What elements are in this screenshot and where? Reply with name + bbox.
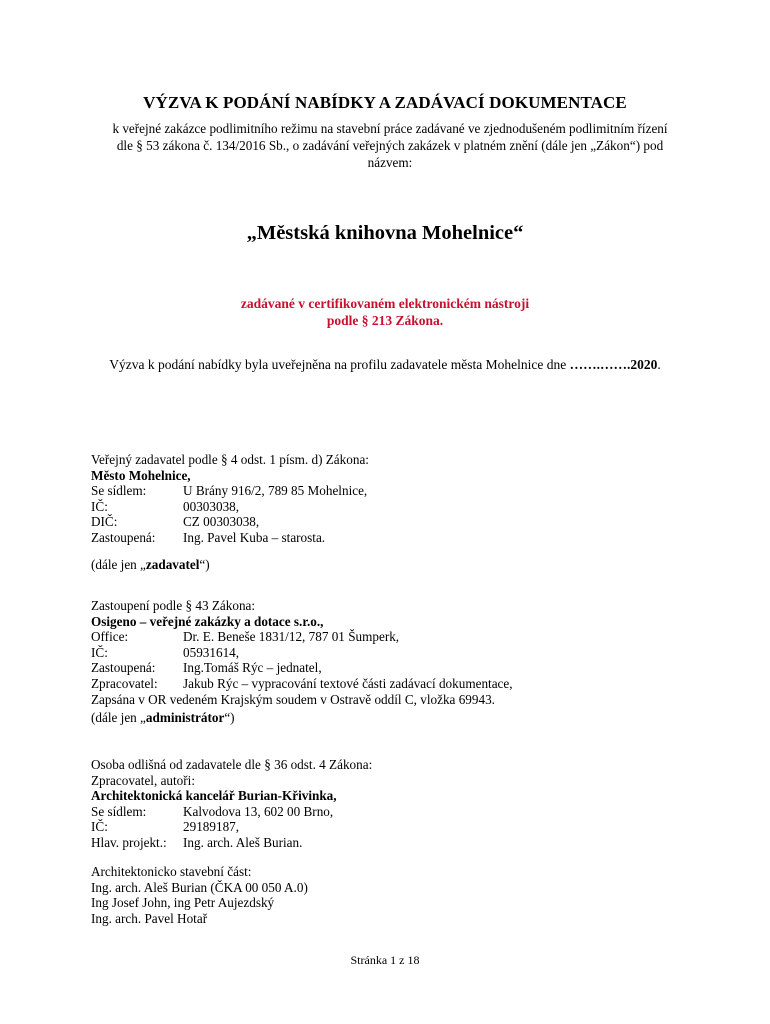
alias-prefix: (dále jen „ <box>91 556 146 572</box>
electronic-tool-note-line-1: zadávané v certifikovaném elektronickém nástroji <box>240 296 530 311</box>
row-label: Se sídlem: <box>91 803 147 819</box>
page-number: Stránka 1 z 18 <box>350 953 420 967</box>
representative-org-name: Osigeno – veřejné zakázky a dotace s.r.o., <box>91 613 324 629</box>
row-label: Zpracovatel: <box>91 675 158 691</box>
designer-org-name: Architektonická kancelář Burian-Křivinka, <box>91 788 337 804</box>
intro-paragraph <box>88 120 692 171</box>
architecture-person: Ing. arch. Aleš Burian (ČKA 00 050 A.0) <box>91 879 308 895</box>
representative-registry: Zapsána v OR vedeném Krajským soudem v Ostravě oddíl C, vložka 69943. <box>91 691 495 707</box>
row-value: 05931614, <box>183 644 240 660</box>
row-label: Office: <box>91 629 129 645</box>
row-label: Zastoupená: <box>91 529 156 545</box>
designer-heading: Osoba odlišná od zadavatele dle § 36 odst. 4 Zákona: <box>91 757 373 772</box>
architecture-heading: Architektonicko stavební část: <box>91 864 252 879</box>
architecture-person: Ing Josef John, ing Petr Aujezdský <box>91 895 275 911</box>
publication-text: Výzva k podání nabídky byla uveřejněna na profilu zadavatele města Mohelnice dne <box>109 357 570 372</box>
alias-term: zadavatel <box>145 556 200 572</box>
row-label: Hlav. projekt.: <box>91 834 167 850</box>
row-label: Se sídlem: <box>91 483 147 499</box>
electronic-tool-note-line-2: podle § 213 Zákona. <box>326 313 444 328</box>
row-value: Ing.Tomáš Rýc – jednatel, <box>183 660 322 676</box>
architecture-person: Ing. arch. Pavel Hotař <box>91 910 208 926</box>
designer-subheading: Zpracovatel, autoři: <box>91 772 195 788</box>
row-value: Ing. arch. Aleš Burian. <box>183 834 303 850</box>
intro-line-3: názvem: <box>367 155 413 170</box>
intro-line-2: dle § 53 zákona č. 134/2016 Sb., o zadávání veřejných zakázek v platném znění (dále jen „Zákon“) pod <box>116 138 664 153</box>
row-label: Zastoupená: <box>91 660 156 676</box>
electronic-tool-note <box>0 295 770 329</box>
row-value: Dr. E. Beneše 1831/12, 787 01 Šumperk, <box>183 629 400 645</box>
row-value: Ing. Pavel Kuba – starosta. <box>183 529 326 545</box>
contracting-org-name: Město Mohelnice, <box>91 467 191 483</box>
row-value: 29189187, <box>183 819 240 835</box>
row-label: IČ: <box>91 819 108 835</box>
alias-suffix: “) <box>224 710 235 726</box>
row-label: IČ: <box>91 498 108 514</box>
publication-end: . <box>657 357 661 372</box>
row-value: U Brány 916/2, 789 85 Mohelnice, <box>183 483 368 499</box>
row-value: Kalvodova 13, 602 00 Brno, <box>183 803 334 819</box>
document-title: VÝZVA K PODÁNÍ NABÍDKY A ZADÁVACÍ DOKUMENTACE <box>143 93 627 112</box>
row-value: CZ 00303038, <box>183 514 260 530</box>
publication-statement <box>0 357 770 373</box>
alias-prefix: (dále jen „ <box>91 710 146 726</box>
row-label: IČ: <box>91 644 108 660</box>
row-label: DIČ: <box>91 514 118 530</box>
intro-line-1: k veřejné zakázce podlimitního režimu na stavební práce zadávané ve zjednodušeném podlimitním řízení <box>112 121 668 136</box>
row-value: Jakub Rýc – vypracování textové části zadávací dokumentace, <box>183 675 513 691</box>
alias-term: administrátor <box>145 710 225 726</box>
contracting-heading: Veřejný zadavatel podle § 4 odst. 1 písm. d) Zákona: <box>91 452 369 467</box>
project-name: „Městská knihovna Mohelnice“ <box>246 222 524 244</box>
representative-heading: Zastoupení podle § 43 Zákona: <box>91 598 256 613</box>
alias-suffix: “) <box>199 556 210 572</box>
row-value: 00303038, <box>183 498 240 514</box>
publication-date: …….…….2020 <box>569 357 658 372</box>
